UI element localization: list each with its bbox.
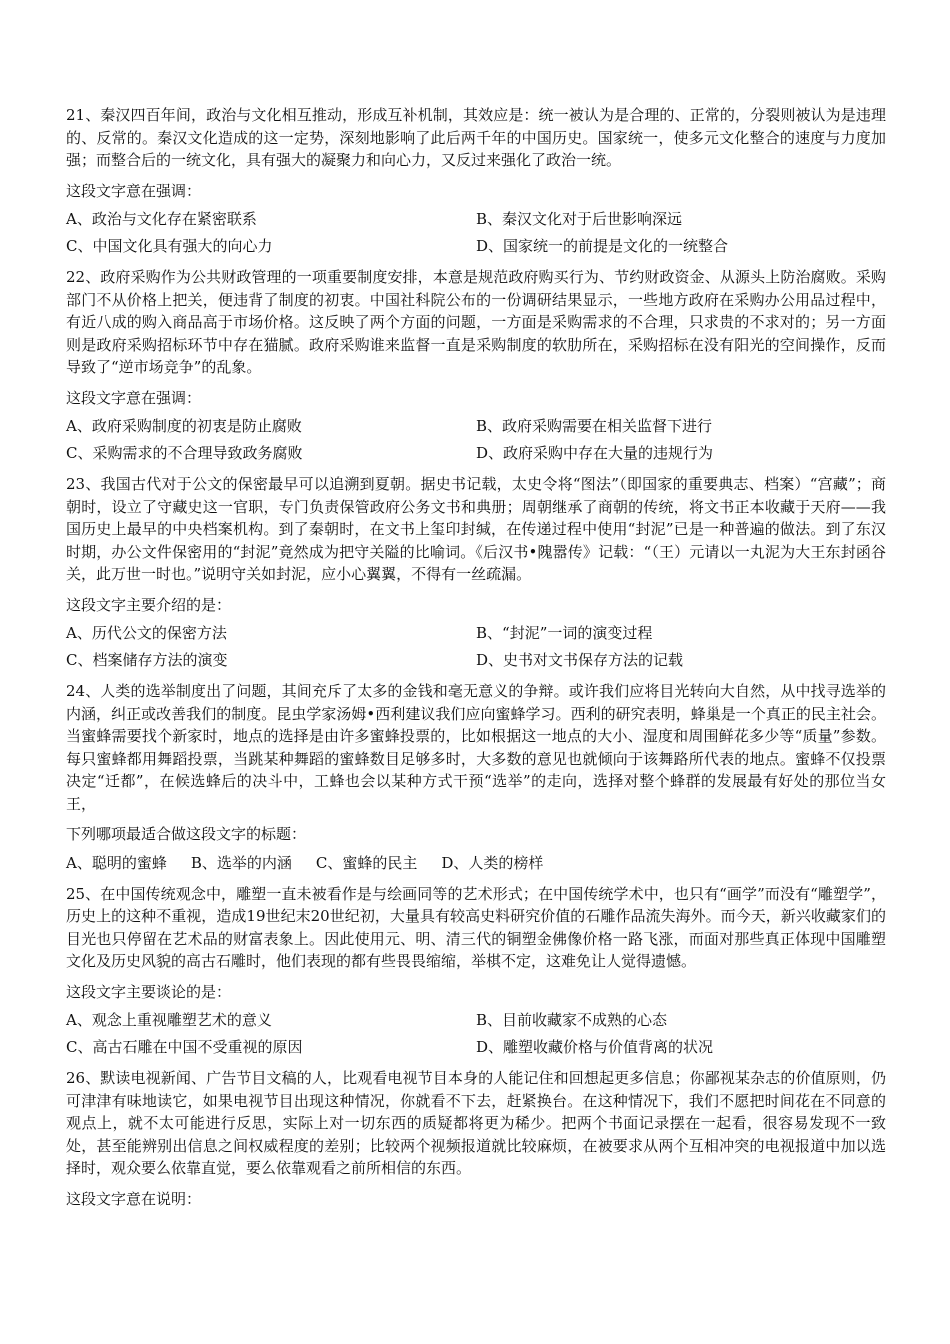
question-stem: 下列哪项最适合做这段文字的标题：	[66, 825, 307, 843]
option-c: C、蜜蜂的民主	[315, 853, 418, 872]
option-c: C、高古石雕在中国不受重视的原因	[66, 1038, 303, 1056]
option-d: D、国家统一的前提是文化的一统整合	[476, 237, 729, 255]
question-25	[66, 883, 886, 1062]
option-b: B、秦汉文化对于后世影响深远	[476, 210, 683, 228]
question-stem: 这段文字意在说明：	[66, 1189, 202, 1208]
option-b: B、“封泥”一词的演变过程	[476, 624, 653, 642]
question-21	[66, 104, 886, 260]
option-a: A、历代公文的保密方法	[66, 624, 227, 642]
option-d: D、政府采购中存在大量的违规行为	[476, 444, 714, 462]
options	[66, 1007, 886, 1061]
passage: 26、默读电视新闻、广告节目文稿的人，比观看电视节目本身的人能记住和回想起更多信息；你鄙视某杂志的价值原则，仍可津津有味地读它，如果电视节目出现这种情况，你就看不下去，赶紧换台。在这种情况下，我们不愿把时间花在不同意的观点上，就不太可能进行反思，实际上对一切东西的质疑都将更为稀少。把两个书面记录摆在一起看，很容易发现不一致处，甚至能辨别出信息之间权威程度的差别；比较两个视频报道就比较麻烦，在被要求从两个互相冲突的电视报道中加以选择时，观众要么依靠直觉，要么依靠观看之前所相信的东西。	[66, 1069, 886, 1177]
option-b: B、目前收藏家不成熟的心态	[476, 1011, 668, 1029]
passage: 22、政府采购作为公共财政管理的一项重要制度安排，本意是规范政府购买行为、节约财政资金、从源头上防治腐败。采购部门不从价格上把关，便违背了制度的初衷。中国社科院公布的一份调研结果显示，一些地方政府在采购办公用品过程中，有近八成的购入商品高于市场价格。这反映了两个方面的问题，一方面是采购需求的不合理，只求贵的不求对的；另一方面则是政府采购招标环节中存在猫腻。政府采购谁来监督一直是采购制度的软肋所在，采购招标在没有阳光的空间操作，反而导致了“逆市场竞争”的乱象。	[66, 268, 886, 376]
document-page	[66, 104, 886, 1216]
question-stem: 这段文字主要谈论的是：	[66, 982, 232, 1001]
option-d: D、人类的榜样	[441, 853, 544, 872]
passage: 24、人类的选举制度出了问题，其间充斥了太多的金钱和毫无意义的争辩。或许我们应将目光转向大自然，从中找寻选举的内涵，纠正或改善我们的制度。昆虫学家汤姆•西利建议我们应向蜜蜂学习。西利的研究表明，蜂巢是一个真正的民主社会。当蜜蜂需要找个新家时，地点的选择是由许多蜜蜂投票的，比如根据这一地点的大小、湿度和周围鲜花多少等“质量”参数。每只蜜蜂都用舞蹈投票，当跳某种舞蹈的蜜蜂数目足够多时，大多数的意见也就倾向于该舞路所代表的地点。蜜蜂不仅投票决定“迁都”，在候选蜂后的决斗中，工蜂也会以某种方式干预“选举”的走向，选择对整个蜂群的发展最有好处的那位当女王，	[66, 682, 886, 813]
passage: 25、在中国传统观念中，雕塑一直未被看作是与绘画同等的艺术形式；在中国传统学术中，也只有“画学”而没有“雕塑学”，历史上的这种不重视，造成19世纪末20世纪初，大量具有较高史料研究价值的石雕作品流失海外。而今天，新兴收藏家们的目光也只停留在艺术品的财富表象上。因此使用元、明、清三代的铜塑金佛像价格一路飞涨，而面对那些真正体现中国雕塑文化及历史风貌的高古石雕时，他们表现的都有些畏畏缩缩，举棋不定，这难免让人觉得遗憾。	[66, 884, 886, 970]
question-24	[66, 680, 886, 877]
question-stem: 这段文字意在强调：	[66, 181, 202, 200]
option-a: A、观念上重视雕塑艺术的意义	[66, 1011, 272, 1029]
option-a: A、政治与文化存在紧密联系	[66, 210, 257, 228]
question-26	[66, 1067, 886, 1210]
question-stem: 这段文字主要介绍的是：	[66, 595, 232, 614]
question-22	[66, 266, 886, 467]
options	[66, 850, 886, 877]
option-c: C、中国文化具有强大的向心力	[66, 237, 273, 255]
option-d: D、史书对文书保存方法的记载	[476, 651, 684, 669]
options	[66, 413, 886, 467]
option-c: C、档案储存方法的演变	[66, 651, 228, 669]
option-d: D、雕塑收藏价格与价值背离的状况	[476, 1038, 714, 1056]
options	[66, 206, 886, 260]
option-b: B、选举的内涵	[190, 853, 292, 872]
options	[66, 620, 886, 674]
option-b: B、政府采购需要在相关监督下进行	[476, 417, 713, 435]
option-a: A、政府采购制度的初衷是防止腐败	[66, 417, 302, 435]
passage: 23、我国古代对于公文的保密最早可以追溯到夏朝。据史书记载，太史令将“图法”（即国家的重要典志、档案）“宫藏”；商朝时，设立了守藏史这一官职，专门负责保管政府公务文书和典册；周朝继承了商朝的传统，将文书正本收藏于天府——我国历史上最早的中央档案机构。到了秦朝时，在文书上玺印封缄，在传递过程中使用“封泥”已是一种普遍的做法。到了东汉时期，办公文件保密用的“封泥”竟然成为把守关隘的比喻词。《后汉书•隗嚣传》记载：“（王）元请以一丸泥为大王东封函谷关，此万世一时也。”说明守关如封泥，应小心翼翼，不得有一丝疏漏。	[66, 475, 886, 583]
option-c: C、采购需求的不合理导致政务腐败	[66, 444, 303, 462]
question-23	[66, 473, 886, 674]
question-stem: 这段文字意在强调：	[66, 388, 202, 407]
option-a: A、聪明的蜜蜂	[66, 853, 167, 872]
passage: 21、秦汉四百年间，政治与文化相互推动，形成互补机制，其效应是：统一被认为是合理的、正常的，分裂则被认为是违理的、反常的。秦汉文化造成的这一定势，深刻地影响了此后两千年的中国历史。国家统一，使多元文化整合的速度与力度加强；而整合后的一统文化，具有强大的凝聚力和向心力，又反过来强化了政治一统。	[66, 106, 886, 169]
